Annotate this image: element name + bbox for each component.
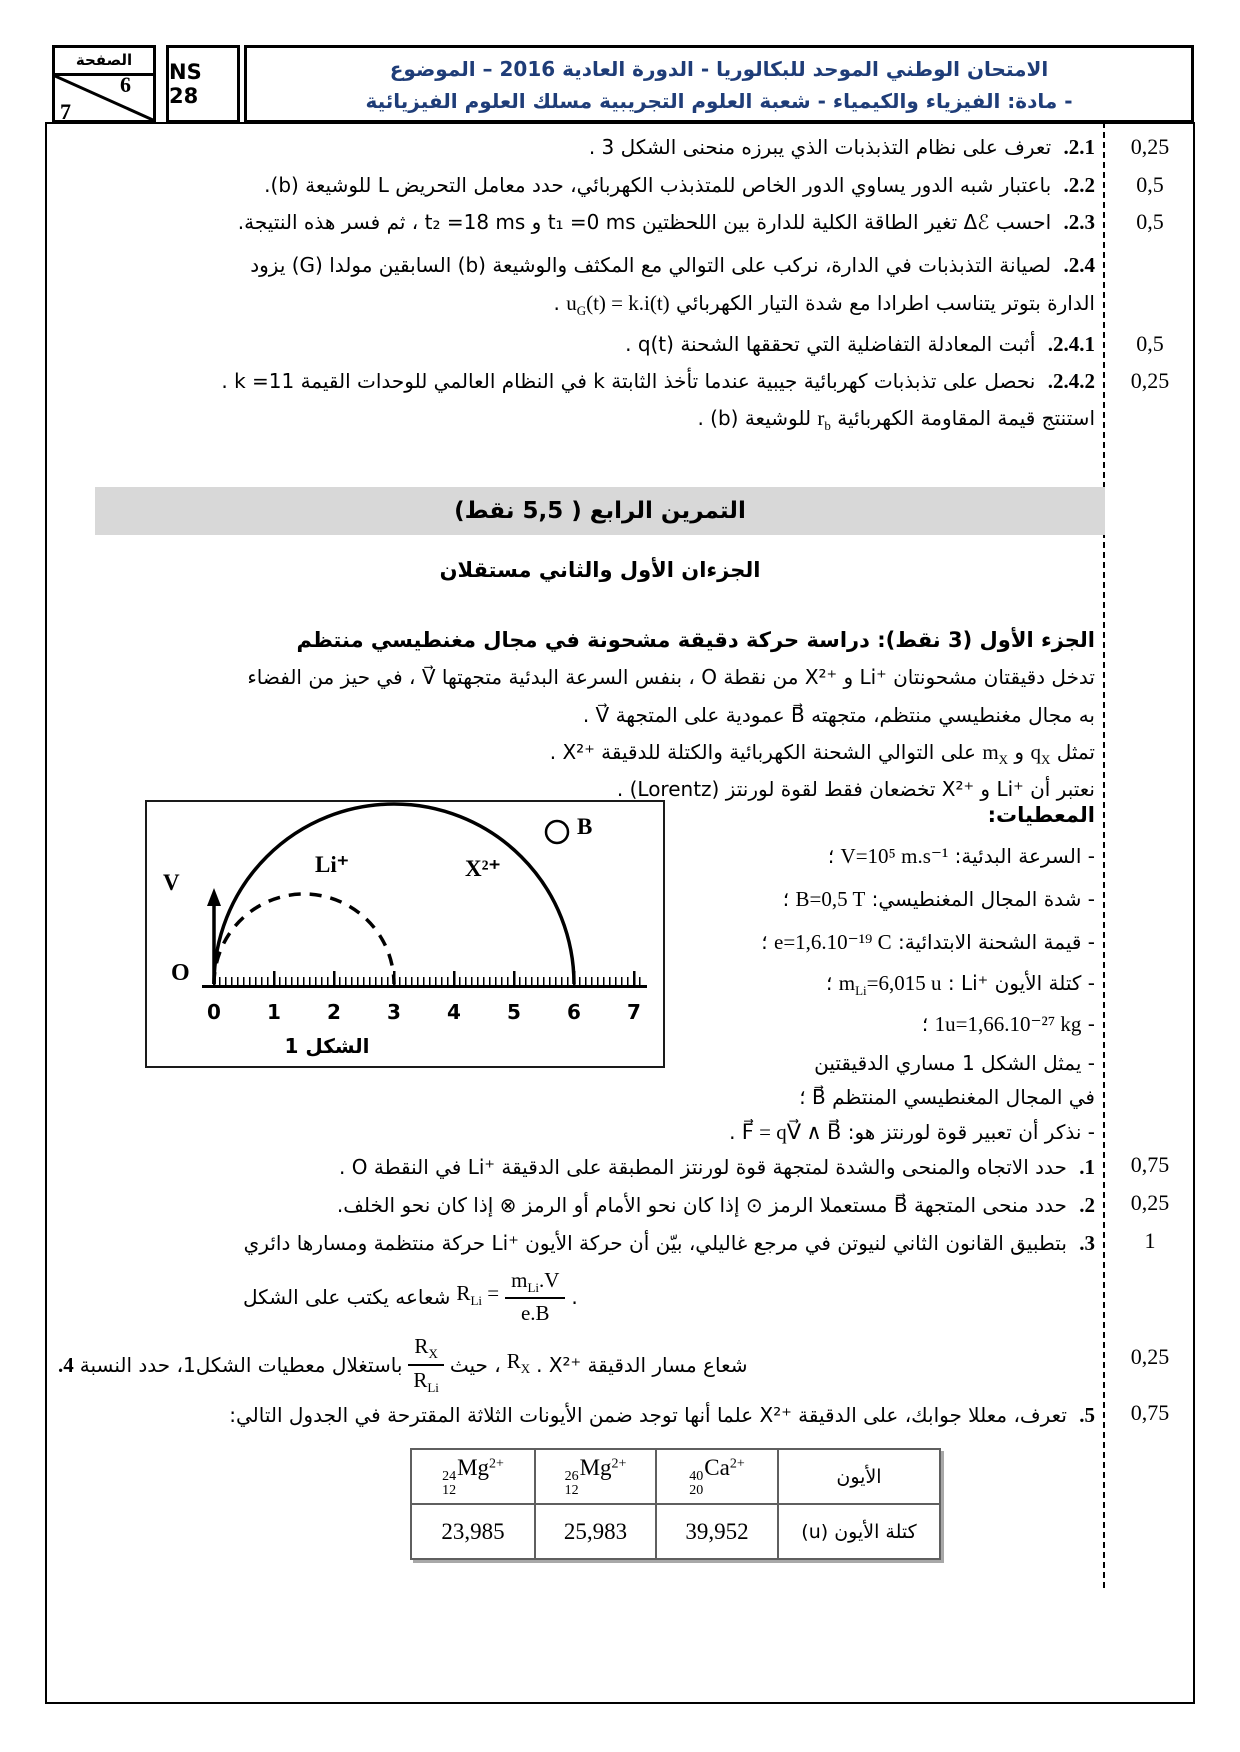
nuclide-mg24: 24 12 $Mg^{2+}$ (442, 1454, 504, 1498)
mass-ca40: 39,952 (656, 1504, 778, 1559)
question-2-4-2-line2 (55, 403, 1095, 441)
exam-code-box: NS 28 (166, 45, 240, 123)
data-item-figure-note-line2: في المجال المغنطيسي المنتظم B⃗ ؛ (799, 1085, 1095, 1109)
question-text: أثبت المعادلة التفاضلية التي تحققها الشحنة q(t) . (625, 332, 1036, 356)
symbol-qx: $q_X$ (1030, 740, 1051, 768)
exercise-4-title-bar: التمرين الرابع ( 5,5 نقط) (95, 487, 1105, 535)
data-item-field: - شدة المجال المغنطيسي: B=0,5 T ؛ (782, 887, 1095, 911)
page-indicator-label: الصفحة (55, 48, 153, 76)
tick-2: 2 (327, 1000, 341, 1024)
value-elementary-charge: e=1,6.10⁻¹⁹ C (774, 930, 892, 954)
exam-title-line1: الامتحان الوطني الموحد للبكالوريا - الدورة العادية 2016 – الموضوع (389, 57, 1049, 81)
question-text: حدد منحى المتجهة B⃗ مستعملا الرمز ⊙ إذا كان نحو الأمام أو الرمز ⊗ إذا كان نحو الخلف. (336, 1193, 1067, 1217)
mark-p5: 0,75 (1130, 1400, 1170, 1425)
intro-line3: تمثل $q_X$ و $m_X$ على التوالي الشحنة الكهربائية والكتلة للدقيقة ⁦X²⁺⁩ . (549, 740, 1095, 768)
question-text: شعاعه يكتب على الشكل (243, 1285, 451, 1309)
ion-column-header: الأيون (778, 1449, 940, 1504)
question-2-4-1 (55, 329, 1095, 359)
question-number: 2.4. (1063, 253, 1095, 277)
question-text: حدد الاتجاه والمنحى والشدة لمتجهة قوة لورنتز المطبقة على الدقيقة ⁦Li⁺⁩ في النقطة O . (339, 1155, 1067, 1179)
page-indicator-cell (55, 72, 153, 124)
question-number: 2.4.2. (1047, 369, 1095, 393)
part1-heading: الجزء الأول (3 نقط): دراسة حركة دقيقة مشحونة في مجال مغنطيسي منتظم (296, 628, 1095, 652)
origin-label: O (171, 960, 190, 986)
question-3-line1 (55, 1228, 1095, 1258)
question-text: باعتبار شبه الدور يساوي الدور الخاص للمتذبذب الكهربائي، حدد معامل التحريض L للوشيعة (b). (264, 173, 1052, 197)
question-text: باستغلال معطيات الشكل1، حدد النسبة (79, 1353, 403, 1377)
data-item-speed: - السرعة البدئية: V=10⁵ m.s⁻¹ ؛ (827, 844, 1095, 868)
formula-ug: $u_G(t) = k.i(t)$ (566, 291, 670, 319)
mass-mg26: 25,983 (535, 1504, 656, 1559)
sentence-end: . (553, 291, 560, 315)
data-heading: المعطيات: (987, 803, 1095, 827)
question-text: نحصل على تذبذبات كهربائية جيبية عندما تأخذ الثابتة k في النظام العالمي للوحدات القيمة k =11 . (221, 369, 1036, 393)
page-total: 7 (60, 99, 71, 124)
question-3-line2 (240, 1262, 1000, 1332)
question-text: تعرف على نظام التذبذبات الذي يبرزه منحنى الشكل 3 . (588, 135, 1052, 159)
ratio-fraction: $\frac{R_X}{R_{Li}}$ (408, 1334, 443, 1396)
velocity-label: V⃗ (163, 870, 198, 895)
question-number: 1. (1079, 1155, 1095, 1179)
question-text: احسب Δℰ تغير الطاقة الكلية للدارة بين اللحظتين t₁ =0 ms و t₂ =18 ms ، ثم فسر هذه النتيجة. (237, 210, 1052, 234)
question-2-3 (55, 207, 1095, 237)
question-2-2 (55, 170, 1095, 200)
exam-title-line2: - مادة: الفيزياء والكيمياء - شعبة العلوم التجريبية مسلك العلوم الفيزيائية (365, 89, 1073, 113)
question-2-4-2-line1 (55, 366, 1095, 396)
intro-line4: نعتبر أن ⁦Li⁺⁩ و ⁦X²⁺⁩ تخضعان فقط لقوة لورنتز (Lorentz) . (616, 777, 1095, 801)
data-item-lorentz: - نذكر أن تعبير قوة لورنتز هو: F⃗ = qV⃗ ∧ B⃗ . (729, 1120, 1095, 1144)
value-atomic-mass-unit: 1u=1,66.10⁻²⁷ kg (934, 1012, 1082, 1036)
field-label: B⃗ (577, 814, 611, 839)
symbol-mx: $m_X$ (982, 740, 1009, 768)
symbol-rx: $R_X$ (506, 1348, 531, 1377)
mark-q23: 0,5 (1136, 209, 1164, 234)
question-1 (55, 1152, 1095, 1182)
question-text: تعرف، معللا جوابك، على الدقيقة ⁦X²⁺⁩ علما أنها توجد ضمن الأيونات الثلاثة المقترحة في الجدول التالي: (229, 1403, 1067, 1427)
mass-row-label: كتلة الأيون (u) (778, 1504, 940, 1559)
nuclide-mg26: 26 12 $Mg^{2+}$ (564, 1454, 627, 1498)
tick-0: 0 (207, 1000, 221, 1024)
mark-q241: 0,5 (1136, 331, 1164, 356)
question-text: بتطبيق القانون الثاني لنيوتن في مرجع غاليلي، بيّن أن حركة الأيون ⁦Li⁺⁩ حركة منتظمة ومسارها دائري (243, 1231, 1067, 1255)
question-text: ، حيث (449, 1353, 501, 1377)
tick-6: 6 (567, 1000, 581, 1024)
question-2-1 (55, 132, 1095, 162)
lorentz-formula: F⃗ = qV⃗ ∧ B⃗ (741, 1120, 842, 1144)
tick-7: 7 (627, 1000, 641, 1024)
marks-divider (1103, 122, 1105, 1588)
tick-5: 5 (507, 1000, 521, 1024)
ion-ca40-cell (656, 1449, 778, 1504)
question-4 (55, 1330, 1095, 1400)
question-number: 3. (1079, 1231, 1095, 1255)
question-5 (55, 1400, 1095, 1430)
question-2-4-line2 (55, 288, 1095, 326)
question-number: 2.2. (1063, 173, 1095, 197)
page-indicator-box (52, 45, 156, 123)
exercise-4-subtitle: الجزءان الأول والثاني مستقلان (439, 558, 761, 582)
question-2 (55, 1190, 1095, 1220)
question-number: 4. (58, 1353, 74, 1377)
ion-mg24-cell (411, 1449, 535, 1504)
question-text: استنتج قيمة المقاومة الكهربائية (837, 406, 1095, 430)
question-2-4-line1 (55, 250, 1095, 280)
question-text-end: للوشيعة (b) . (697, 406, 812, 430)
data-item-charge: - قيمة الشحنة الابتدائية: e=1,6.10⁻¹⁹ C ؛ (761, 930, 1095, 954)
radius-fraction: $\frac{m_{Li}.V}{e.B}$ (505, 1268, 565, 1327)
mark-q22: 0,5 (1136, 172, 1164, 197)
nuclide-ca40: 40 20 $Ca^{2+}$ (689, 1454, 745, 1498)
question-number: 2.3. (1063, 210, 1095, 234)
ion-table (410, 1448, 941, 1560)
page-current: 6 (120, 72, 131, 97)
data-item-li-mass: - كتلة الأيون ⁦Li⁺⁩ : $m_{Li}=6,015$ u ؛ (826, 971, 1095, 999)
mark-p4: 0,25 (1130, 1344, 1170, 1369)
mark-p2: 0,25 (1130, 1190, 1170, 1215)
value-li-mass: $m_{Li}=6,015$ u (838, 971, 942, 999)
ion-mg26-cell (535, 1449, 656, 1504)
question-number: 2.4.1. (1047, 332, 1095, 356)
question-text: لصيانة التذبذبات في الدارة، نركب على التوالي مع المكثف والوشيعة (b) السابقين مولدا (G) يزود (250, 253, 1052, 277)
figure-caption: الشكل 1 (284, 1034, 370, 1058)
mark-q242: 0,25 (1130, 368, 1170, 393)
table-header-row (411, 1449, 940, 1504)
sentence-end: . (571, 1285, 578, 1309)
intro-line1: تدخل دقيقتان مشحونتان ⁦Li⁺⁩ و ⁦X²⁺⁩ من نقطة O ، بنفس السرعة البدئية متجهتها V⃗ ، في حيز من الفضاء (247, 665, 1095, 689)
value-initial-speed: V=10⁵ m.s⁻¹ (840, 844, 949, 868)
data-item-u: - 1u=1,66.10⁻²⁷ kg ؛ (921, 1012, 1095, 1036)
exam-title-box (244, 45, 1194, 123)
data-item-figure-note-line1: - يمثل الشكل 1 مساري الدقيقتين (814, 1051, 1095, 1075)
formula-rb: $r_b$ (817, 406, 831, 434)
intro-line2: به مجال مغنطيسي منتظم، متجهته B⃗ عمودية على المتجهة V⃗ . (582, 703, 1095, 727)
li-trajectory-label: Li⁺ (315, 852, 349, 877)
mark-p3: 1 (1144, 1228, 1156, 1253)
tick-3: 3 (387, 1000, 401, 1024)
question-number: 2.1. (1063, 135, 1095, 159)
table-mass-row (411, 1504, 940, 1559)
question-number: 5. (1079, 1403, 1095, 1427)
mark-p1: 0,75 (1130, 1152, 1170, 1177)
x-trajectory-label: X²⁺ (465, 856, 501, 881)
mark-q21: 0,25 (1130, 134, 1170, 159)
radius-formula: $R_{Li}$ = (456, 1280, 500, 1309)
tick-4: 4 (447, 1000, 461, 1024)
question-text: الدارة بتوتر يتناسب اطرادا مع شدة التيار الكهربائي (676, 291, 1095, 315)
mass-mg24: 23,985 (411, 1504, 535, 1559)
tick-1: 1 (267, 1000, 281, 1024)
question-number: 2. (1079, 1193, 1095, 1217)
question-text: شعاع مسار الدقيقة ⁦X²⁺⁩ . (536, 1353, 748, 1377)
value-field-strength: B=0,5 T (795, 887, 866, 911)
